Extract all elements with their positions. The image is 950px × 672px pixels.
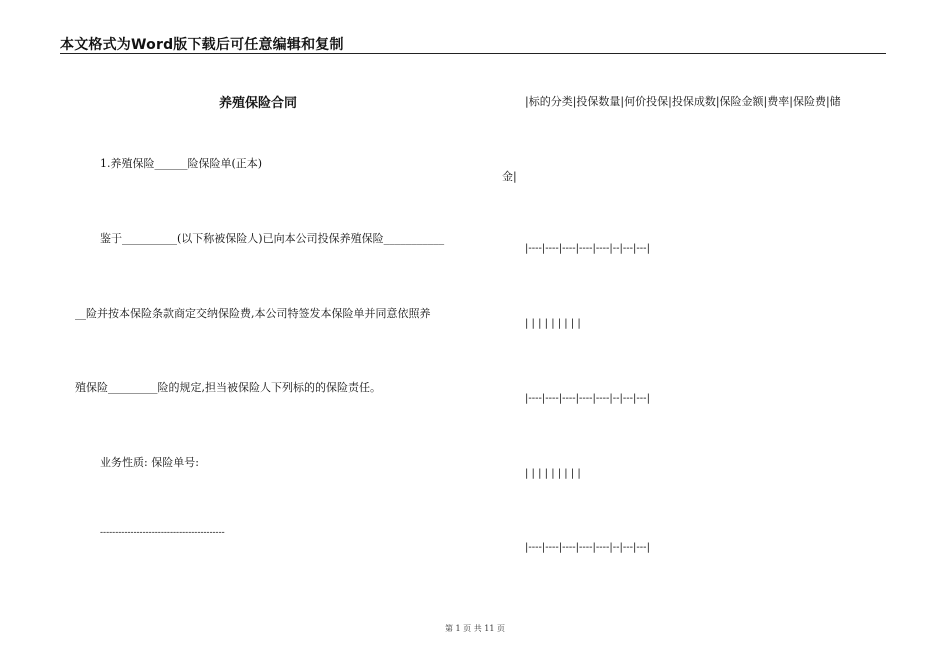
page-number: 第 1 页 共 11 页 <box>445 624 505 633</box>
policy-line: 1.养殖保险______险保险单(正本) <box>100 157 263 170</box>
document-title: 养殖保险合同 <box>219 96 298 111</box>
table-row: |----|----|----|----|----|--|---|---| <box>525 393 650 404</box>
business-nature-line: 业务性质: 保险单号: <box>100 456 199 469</box>
table-row: |----|----|----|----|----|--|---|---| <box>525 542 650 553</box>
table-row: | | | | | | | | | <box>525 468 581 479</box>
header-divider <box>60 53 886 54</box>
body-line: 殖保险_________险的规定,担当被保险人下列标的的保险责任。 <box>75 381 381 394</box>
table-row: |----|----|----|----|----|--|---|---| <box>525 243 650 254</box>
body-line: 鉴于__________(以下称被保险人)已向本公司投保养殖保险___________ <box>100 232 445 245</box>
table-header-row: |标的分类|投保数量|何价投保|投保成数|保险金额|费率|保险费|储 <box>525 95 841 108</box>
separator-dashes: ----------------------------------------- <box>100 528 225 538</box>
header-text: 本文格式为Word版下载后可任意编辑和复制 <box>60 37 344 53</box>
table-row: | | | | | | | | | <box>525 318 581 329</box>
body-line: __险并按本保险条款商定交纳保险费,本公司特签发本保险单并同意依照养 <box>75 307 431 320</box>
table-header-continuation: 金| <box>502 170 517 183</box>
